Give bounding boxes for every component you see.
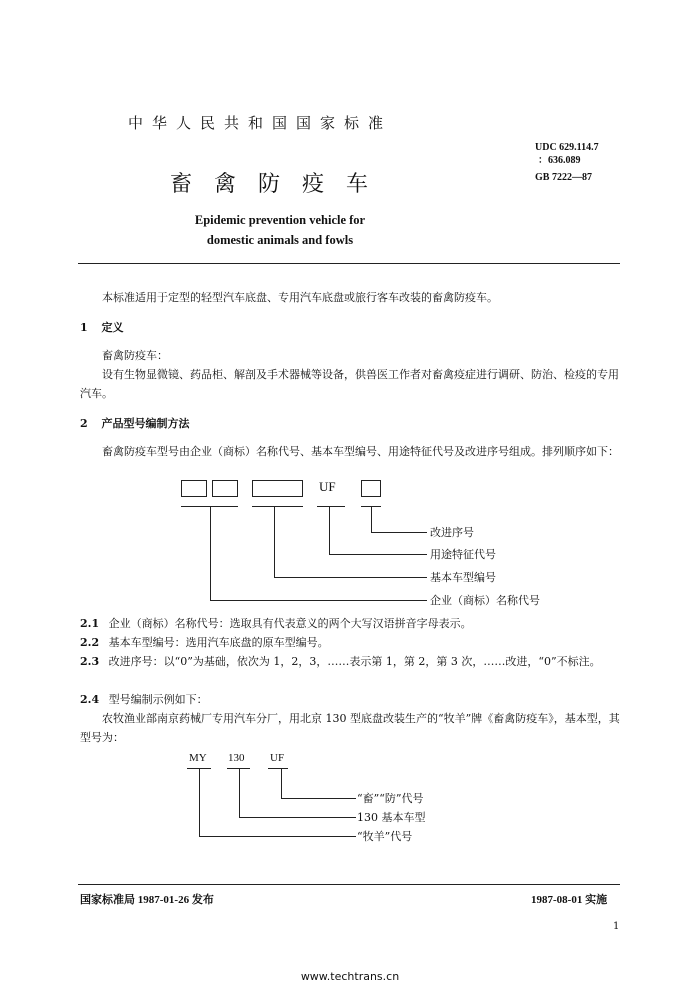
example-130-connector-h (239, 817, 356, 818)
item-2-1 (80, 614, 620, 633)
implementation-date: 1987-08-01 实施 (531, 894, 608, 906)
header-divider (78, 263, 620, 264)
label-example-uf: “畜”“防”代号 (357, 792, 424, 805)
improvement-connector-v (371, 507, 372, 532)
basic-model-underline (252, 506, 303, 507)
label-usage-code: 用途特征代号 (430, 548, 496, 561)
english-title (110, 210, 450, 250)
label-improvement-number: 改进序号 (430, 526, 474, 539)
standard-category-title: 中华人民共和国国家标准 (127, 114, 392, 132)
label-example-130: 130 基本车型 (357, 811, 426, 824)
usage-connector-h (329, 554, 427, 555)
example-my-underline (187, 768, 211, 769)
item-text: 企业（商标）名称代号：选取具有代表意义的两个大写汉语拼音字母表示。 (108, 617, 472, 630)
example-code-my: MY (189, 752, 207, 764)
item-number: 2.2 (80, 636, 100, 649)
item-2-3 (80, 652, 620, 671)
example-uf-underline (268, 768, 288, 769)
usage-code-underline (317, 506, 345, 507)
section-2-number: 2 (80, 417, 88, 430)
item-text: 改进序号：以“0”为基础，依次为 1，2，3，……表示第 1，第 2，第 3 次，……改进，“0”不标注。 (108, 655, 601, 668)
english-title-line-1: Epidemic prevention vehicle for (194, 213, 366, 227)
example-130-underline (227, 768, 250, 769)
section-2-text: 畜禽防疫车型号由企业（商标）名称代号、基本车型编号、用途特征代号及改进序号组成。排列顺序如下： (102, 445, 619, 458)
issue-date: 国家标准局 1987-01-26 发布 (80, 894, 214, 906)
item-number: 2.1 (80, 617, 100, 630)
definition-text: 设有生物显微镜、药品柜、解剖及手术器械等设备，供兽医工作者对畜禽疫症进行调研、防治、检疫的专用汽车。 (80, 368, 619, 400)
definition-term: 畜禽防疫车： (102, 349, 168, 362)
scope-paragraph: 本标准适用于定型的轻型汽车底盘、专用汽车底盘或旅行客车改装的畜禽防疫车。 (102, 291, 498, 304)
source-url[interactable]: www.techtrans.cn (300, 970, 400, 983)
document-title: 畜禽防疫车 (169, 172, 390, 197)
improvement-number-box (361, 480, 381, 497)
section-2-title: 产品型号编制方法 (101, 417, 190, 430)
label-example-my: “牧羊”代号 (357, 830, 413, 843)
item-number: 2.4 (80, 693, 100, 706)
label-basic-model: 基本车型编号 (430, 571, 496, 584)
basic-connector-v (274, 507, 275, 577)
company-code-underline (181, 506, 238, 507)
example-uf-connector-h (281, 798, 356, 799)
example-uf-connector-v (281, 769, 282, 798)
section-1-title: 定义 (101, 321, 124, 334)
improvement-underline (361, 506, 381, 507)
section-1-heading (80, 319, 124, 335)
page-number: 1 (613, 921, 620, 932)
item-number: 2.3 (80, 655, 100, 668)
company-connector-v (210, 507, 211, 600)
example-text: 农牧渔业部南京药械厂专用汽车分厂，用北京 130 型底盘改装生产的“牧羊”牌《畜禽防疫车》，基本型，其型号为： (80, 712, 620, 744)
company-connector-h (210, 600, 427, 601)
english-title-line-2: domestic animals and fowls (206, 233, 354, 247)
usage-connector-v (329, 507, 330, 554)
example-code-uf: UF (270, 752, 285, 764)
example-130-connector-v (239, 769, 240, 817)
company-code-box-2 (212, 480, 238, 497)
gb-number: GB 7222—87 (535, 172, 592, 183)
company-code-box-1 (181, 480, 207, 497)
basic-model-box (252, 480, 303, 497)
improvement-connector-h (371, 532, 427, 533)
example-code-130: 130 (228, 752, 245, 764)
udc-line-2: ：636.089 (538, 155, 581, 166)
basic-connector-h (274, 577, 427, 578)
label-company-code: 企业（商标）名称代号 (430, 594, 540, 607)
item-text: 基本车型编号：选用汽车底盘的原车型编号。 (108, 636, 329, 649)
item-text: 型号编制示例如下： (108, 693, 208, 706)
section-2-heading (80, 415, 190, 431)
footer-divider (78, 884, 620, 885)
example-my-connector-h (199, 836, 356, 837)
udc-line-1: UDC 629.114.7 (535, 142, 599, 153)
section-1-number: 1 (80, 321, 88, 334)
usage-code-uf: UF (319, 479, 336, 494)
udc-classification (535, 141, 599, 184)
item-2-4 (80, 690, 620, 709)
example-my-connector-v (199, 769, 200, 836)
item-2-2 (80, 633, 620, 652)
